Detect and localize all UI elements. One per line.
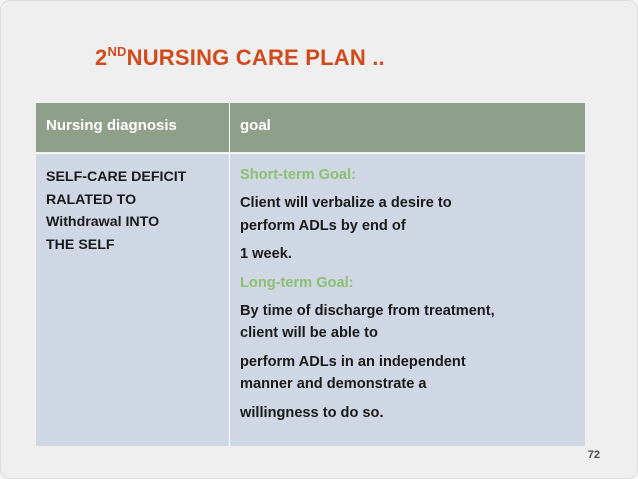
long-term-line: willingness to do so.	[240, 404, 384, 421]
diagnosis-line: THE SELF	[46, 236, 115, 253]
table-header-row	[36, 103, 585, 152]
short-term-line: Client will verbalize a desire to	[240, 195, 452, 211]
long-term-line: By time of discharge from treatment,	[240, 302, 495, 319]
table-body-row	[36, 153, 585, 446]
slide-title	[95, 44, 385, 71]
long-term-line: manner and demonstrate a	[240, 376, 427, 392]
page-number: 72	[587, 449, 600, 461]
title-prefix: 2	[95, 45, 108, 70]
diagnosis-line: SELF-CARE DEFICIT	[46, 169, 187, 185]
long-term-line: client will be able to	[240, 325, 378, 341]
diagnosis-line: Withdrawal INTO	[46, 214, 160, 230]
diagnosis-cell	[36, 154, 230, 446]
short-term-goal-label: Short-term Goal:	[240, 167, 356, 183]
long-term-line: perform ADLs in an independent	[240, 353, 466, 370]
care-plan-table	[36, 103, 585, 443]
diagnosis-line: RALATED TO	[46, 191, 137, 208]
header-nursing-diagnosis: Nursing diagnosis	[36, 103, 230, 152]
header-goal: goal	[240, 117, 271, 134]
short-term-line: perform ADLs by end of	[240, 217, 406, 234]
title-rest: NURSING CARE PLAN ..	[126, 45, 385, 70]
goal-cell	[230, 154, 585, 446]
short-term-line: 1 week.	[240, 246, 292, 262]
title-superscript: ND	[107, 44, 127, 59]
long-term-goal-label: Long-term Goal:	[240, 274, 354, 291]
